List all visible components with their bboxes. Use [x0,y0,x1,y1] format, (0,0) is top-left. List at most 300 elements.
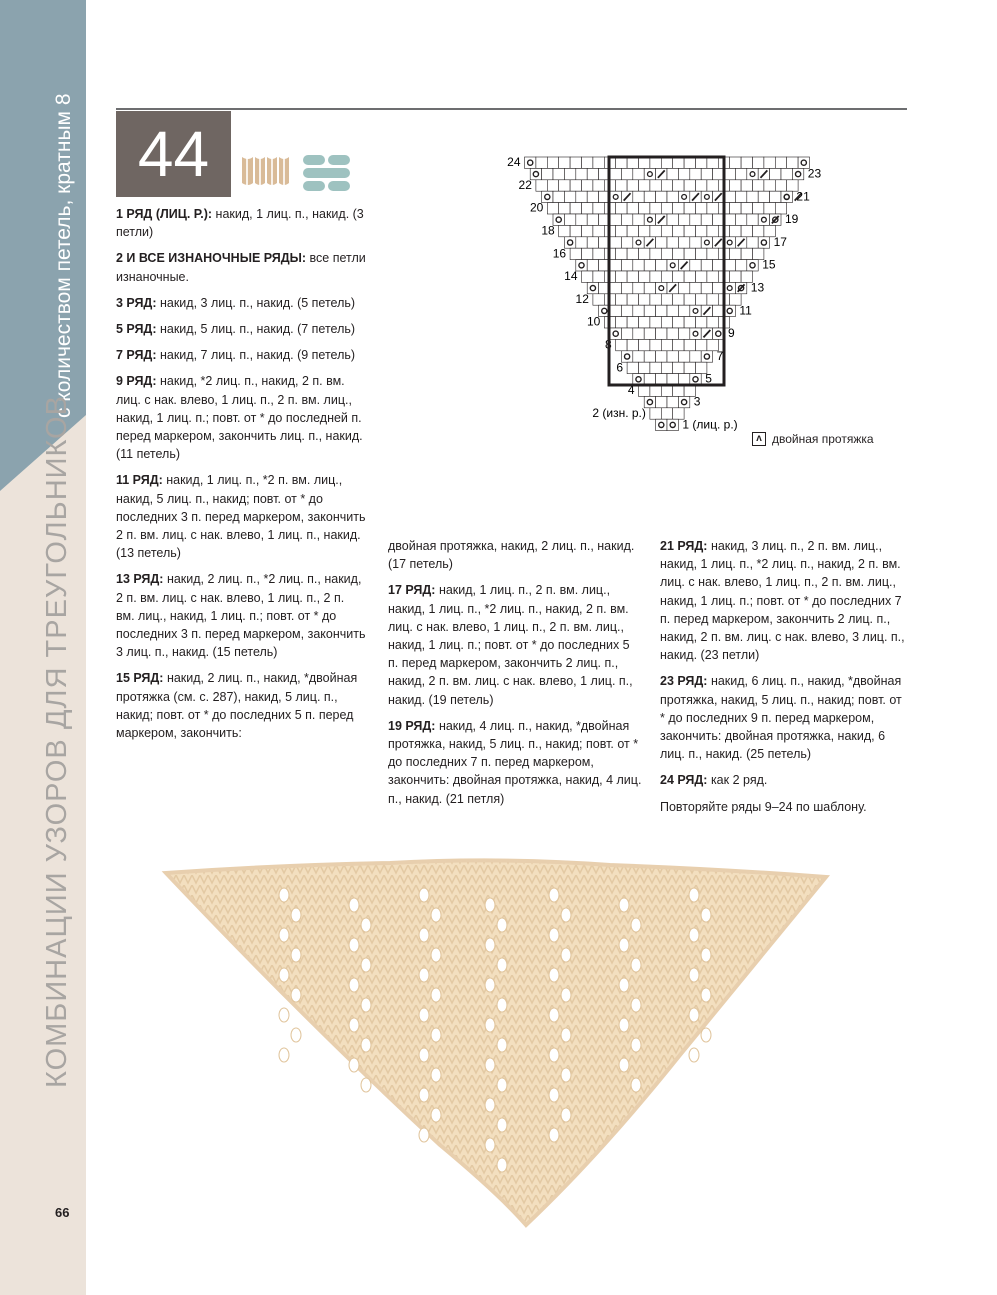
lace-hole [279,1048,289,1062]
lace-hole [549,1088,559,1102]
chart-cell [661,180,672,191]
lace-hole [419,888,429,902]
sidebar-title: КОМБИНАЦИИ УЗОРОВ ДЛЯ ТРЕУГОЛЬНИКОВ [41,395,73,1088]
chart-cell [633,282,644,293]
chart-cell [792,168,803,179]
instruction-paragraph [116,346,366,364]
chart-cell [690,214,701,225]
knit-stitches-icon [240,153,292,193]
chart-cell [661,294,672,305]
chart-cell [542,168,553,179]
lace-hole [349,1058,359,1072]
instruction-paragraph [388,581,643,708]
chart-cell [656,396,667,407]
chart-cell [667,214,678,225]
chart-cell [553,214,564,225]
row-label-left: 10 [586,314,601,329]
lace-hole [689,928,699,942]
chart-cell [673,362,684,373]
chart-cell [610,305,621,316]
chart-cell [667,305,678,316]
chart-cell [684,248,695,259]
chart-cell [587,168,598,179]
chart-cell [633,305,644,316]
row-label-left: 24 [507,155,521,170]
chart-cell [656,351,667,362]
chart-cell [644,214,655,225]
chart-cell [582,203,593,214]
chart-cell [644,191,655,202]
chart-cell [621,237,632,248]
chart-cell [564,214,575,225]
chart-cell [735,168,746,179]
chart-cell [639,203,650,214]
chart-cell [667,237,678,248]
chart-cell [639,180,650,191]
lace-hole [419,1008,429,1022]
instruction-paragraph [116,669,366,742]
chart-cell [639,271,650,282]
row-label-right: 15 [762,257,776,272]
chart-cell [559,157,570,168]
lace-hole [485,1058,495,1072]
pattern-number: 44 [116,111,231,197]
chart-cell [576,168,587,179]
chart-cell [633,191,644,202]
chart-cell [633,374,644,385]
chart-cell [678,396,689,407]
instruction-paragraph [116,294,366,312]
chart-cell [627,362,638,373]
lace-hole [631,958,641,972]
chart-cell [696,271,707,282]
lace-hole [631,918,641,932]
row-label-left: 6 [616,360,624,375]
chart-cell [690,374,701,385]
lace-hole [689,888,699,902]
instruction-row-heading: 11 РЯД: [116,473,163,488]
lace-hole [349,938,359,952]
instruction-paragraph [388,537,643,573]
chart-cell [610,260,621,271]
chart-cell [536,157,547,168]
lace-hole [431,1028,441,1042]
chart-cell [587,191,598,202]
row-label-left: 20 [529,200,544,215]
instruction-row-heading: 9 РЯД: [116,374,157,389]
instruction-text: накид, 7 лиц. п., накид. (9 петель) [156,348,356,363]
chart-cell [696,294,707,305]
chart-cell [536,180,547,191]
chart-cell [747,168,758,179]
lace-hole [497,998,507,1012]
lace-hole [549,1008,559,1022]
chart-cell [758,191,769,202]
lace-hole [419,1088,429,1102]
chart-cell [627,317,638,328]
chart-cell [741,157,752,168]
chart-cell [684,317,695,328]
chart-cell [770,191,781,202]
lace-hole [349,1018,359,1032]
instructions-column-3 [660,537,910,824]
chart-cell [610,191,621,202]
chart-cell [661,317,672,328]
lace-hole [561,1108,571,1122]
chart-cell [610,328,621,339]
chart-cell [639,225,650,236]
chart-cell [525,157,536,168]
lace-hole [561,988,571,1002]
chart-cell [650,317,661,328]
row-label-right: 9 [728,326,735,341]
lace-hole [485,1018,495,1032]
chart-cell [747,191,758,202]
instruction-text: Повторяйте ряды 9–24 по шаблону. [660,799,867,814]
lace-hole [291,988,301,1002]
chart-cell [576,260,587,271]
chart-cell [673,180,684,191]
lace-hole [619,1018,629,1032]
chart-cell [673,385,684,396]
chart-cell [661,271,672,282]
chart-cell [678,305,689,316]
chart-cell [570,180,581,191]
instruction-paragraph [116,249,366,285]
row-label-right: 17 [773,234,787,249]
lace-hole [689,1048,699,1062]
chart-cell [582,271,593,282]
chart-cell [644,328,655,339]
lace-hole [485,938,495,952]
lace-hole [619,898,629,912]
chart-cell [730,248,741,259]
instructions-column-2 [388,537,643,816]
lace-hole [291,948,301,962]
chart-cell [644,396,655,407]
row-label-right: 23 [807,166,822,181]
chart-cell [547,203,558,214]
chart-cell [570,225,581,236]
chart-cell [639,248,650,259]
chart-cell [724,305,735,316]
lace-hole [431,908,441,922]
instruction-row-heading: 17 РЯД: [388,583,436,598]
chart-cell [621,282,632,293]
lace-hole [549,928,559,942]
legend-label: двойная протяжка [772,432,874,446]
chart-cell [616,294,627,305]
chart-cell [593,157,604,168]
row-label-left: 18 [541,223,555,238]
chart-cell [764,180,775,191]
chart-cell [690,237,701,248]
instruction-paragraph [660,798,910,816]
chart-cell [741,248,752,259]
lace-hole [431,1068,441,1082]
chart-cell [690,260,701,271]
chart-cell [684,225,695,236]
lace-hole [279,1008,289,1022]
lace-hole [549,888,559,902]
row-label-right: 13 [750,280,765,295]
chart-cell [713,282,724,293]
chart-cell [707,157,718,168]
chart-cell [610,214,621,225]
lace-hole [497,1038,507,1052]
chart-cell [764,203,775,214]
chart-cell [730,271,741,282]
chart-cell [661,339,672,350]
chart-cell [690,305,701,316]
chart-cell [696,180,707,191]
chart-cell [616,339,627,350]
chart-cell [707,225,718,236]
lace-hole [361,1038,371,1052]
chart-cell [650,248,661,259]
chart-cell [735,191,746,202]
chart-cell [758,237,769,248]
chart-cell [582,248,593,259]
chart-cell [684,339,695,350]
lace-hole [497,1078,507,1092]
chart-cell [564,237,575,248]
chart-cell [593,271,604,282]
chart-cell [650,385,661,396]
header-rule [116,108,907,110]
lace-hole [689,968,699,982]
chart-cell [582,225,593,236]
chart-cell [696,317,707,328]
lace-hole [701,908,711,922]
chart-cell [696,248,707,259]
instruction-text: накид, 1 лиц. п., *2 п. вм. лиц., накид, 5 лиц. п., накид; повт. от * до последних 3 п. перед маркером, закончить 2 п. вм. лиц. с нак. влево, 1 лиц. п., накид. (13 петель) [116,473,366,561]
row-label-left: 14 [564,269,578,284]
instruction-row-heading: 15 РЯД: [116,671,164,686]
chart-cell [639,294,650,305]
instruction-row-heading: 5 РЯД: [116,322,157,337]
chart-cell [570,248,581,259]
yarnover-lace-icon [301,153,353,193]
lace-hole [619,938,629,952]
chart-cell [678,282,689,293]
lace-hole [549,1048,559,1062]
instruction-text: накид, 1 лиц. п., 2 п. вм. лиц., накид, 1 лиц. п., *2 лиц. п., накид, 2 п. вм. лиц. с нак. влево, 1 лиц. п., 2 п. вм. лиц., накид, 1 лиц. п.; повт. от * до последних 5 п. перед маркером, закончить 2 лиц. п., накид, 2 п. вм. лиц. с нак. влево, 1 лиц. п., накид. (19 петель) [388,583,633,707]
chart-cell [730,225,741,236]
chart-cell [621,260,632,271]
chart-cell [747,260,758,271]
chart-cell [576,214,587,225]
chart-cell [713,168,724,179]
row-label-right: 5 [705,371,712,386]
lace-hole [419,1128,429,1142]
chart-cell [673,248,684,259]
chart-cell [724,282,735,293]
chart-cell [724,237,735,248]
instruction-text: накид, 2 лиц. п., *2 лиц. п., накид, 2 п. вм. лиц. с нак. влево, 1 лиц. п., 2 п. вм. лиц., накид, 1 лиц. п.; повт. от * до последних 3 п. перед маркером, закончить 3 лиц. п., накид. (15 петель) [116,572,366,660]
chart-cell [667,191,678,202]
row-label-right: 1 (лиц. р.) [682,417,738,432]
chart-cell [621,214,632,225]
lace-hole [361,958,371,972]
instruction-row-heading: 19 РЯД: [388,718,436,733]
sidebar [0,0,86,1295]
instruction-row-heading: 23 РЯД: [660,674,708,689]
lace-hole [497,958,507,972]
lace-hole [549,968,559,982]
chart-cell [627,180,638,191]
chart-cell [673,317,684,328]
chart-cell [593,248,604,259]
chart-cell [661,203,672,214]
chart-cell [753,203,764,214]
chart-cell [713,328,724,339]
instruction-text: накид, 3 лиц. п., 2 п. вм. лиц., накид, 1 лиц. п., *2 лиц. п., накид, 2 п. вм. лиц. с нак. влево, 1 лиц. п., 2 п. вм. лиц., накид, 1 лиц. п.; повт. от * до последних 7 п. перед маркером, закончить 2 лиц. п., накид, 2 п. вм. лиц. с нак. влево, 3 лиц. п., накид. (23 петли) [660,539,905,663]
lace-hole [701,988,711,1002]
chart-cell [684,203,695,214]
chart-cell [621,328,632,339]
chart-cell [576,237,587,248]
chart-cell [724,191,735,202]
instruction-text: как 2 ряд. [707,773,768,788]
chart-cell [696,225,707,236]
row-label-right: 3 [693,394,701,409]
chart-cell [656,305,667,316]
chart-cell [616,180,627,191]
instruction-text: все петли изнаночные. [116,251,366,284]
row-label-right: 19 [785,212,799,227]
row-label-left: 2 (изн. р.) [592,405,646,420]
lace-hole [279,928,289,942]
chart-cell [610,282,621,293]
chart-cell [707,248,718,259]
chart-cell [684,294,695,305]
chart-cell [730,180,741,191]
chart-cell [593,294,604,305]
chart-cell [678,328,689,339]
chart-cell [633,351,644,362]
lace-hole [485,1098,495,1112]
chart-cell [650,294,661,305]
chart-cell [621,305,632,316]
chart-cell [707,271,718,282]
instruction-text: накид, 6 лиц. п., накид, *двойная протяжка, накид, 5 лиц. п., накид; повт. от * до последних 9 п. перед маркером, закончить: двойная протяжка, накид, 6 лиц. п., накид. (25 петель) [660,674,902,762]
instruction-row-heading: 24 РЯД: [660,773,708,788]
chart-cell [656,282,667,293]
chart-cell [582,157,593,168]
lace-hole [279,888,289,902]
chart-cell [735,214,746,225]
instruction-paragraph [116,471,366,562]
lace-hole [631,1038,641,1052]
chart-cell [724,168,735,179]
chart-cell [650,362,661,373]
chart-cell [696,339,707,350]
chart-cell [639,317,650,328]
chart-cell [696,157,707,168]
chart-cell [707,294,718,305]
chart-cell [701,237,712,248]
lace-hole [419,928,429,942]
lace-hole [361,998,371,1012]
instructions-column-1 [116,205,366,750]
lace-hole [701,1028,711,1042]
lace-hole [497,1158,507,1172]
chart-cell [684,271,695,282]
chart-cell [667,351,678,362]
chart-cell [707,180,718,191]
chart-cell [747,237,758,248]
chart-cell [559,203,570,214]
chart-cell [741,180,752,191]
instruction-paragraph [660,537,910,664]
chart-cell [627,248,638,259]
row-label-right: 11 [739,303,752,318]
instruction-row-heading: 7 РЯД: [116,348,157,363]
chart-cell [633,168,644,179]
chart-cell [593,180,604,191]
instruction-row-heading: 1 РЯД (ЛИЦ. Р.): [116,207,213,221]
chart-cell [690,168,701,179]
lace-hole [361,918,371,932]
chart-cell [764,157,775,168]
chart-cell [678,168,689,179]
double-decrease-icon: ʌ [752,432,766,446]
chart-cell [781,191,792,202]
instruction-row-heading: 13 РЯД: [116,572,164,587]
chart-cell [661,157,672,168]
knitting-chart [455,152,875,502]
chart-cell [724,214,735,225]
instruction-text: двойная протяжка, накид, 2 лиц. п., накид. (17 петель) [388,539,635,572]
row-label-right: 21 [796,189,810,204]
chart-cell [650,157,661,168]
chart-cell [627,203,638,214]
chart-cell [650,180,661,191]
chart-cell [621,168,632,179]
knitted-shawl-photo [160,855,832,1235]
chart-cell [707,317,718,328]
chart-cell [713,260,724,271]
instruction-paragraph [388,717,643,808]
instruction-text: накид, 2 лиц. п., накид, *двойная протяжка (см. с. 287), накид, 5 лиц. п., накид; повт. от * до последних 5 п. перед маркером, закончить: [116,671,358,741]
chart-cell [656,374,667,385]
lace-hole [619,1058,629,1072]
chart-cell [644,351,655,362]
chart-cell [644,168,655,179]
chart-cell [656,328,667,339]
lace-hole [279,968,289,982]
chart-cell [650,408,661,419]
chart-cell [701,191,712,202]
chart-cell [593,225,604,236]
chart-cell [593,203,604,214]
chart-cell [661,385,672,396]
chart-cell [576,191,587,202]
chart-grid [525,157,810,431]
chart-cell [644,374,655,385]
chart-cell [639,362,650,373]
chart-cell [753,157,764,168]
chart-cell [747,214,758,225]
lace-hole [561,908,571,922]
chart-cell [775,180,786,191]
lace-hole [619,978,629,992]
chart-cell [530,168,541,179]
chart-cell [650,203,661,214]
chart-cell [690,282,701,293]
chart-cell [656,191,667,202]
